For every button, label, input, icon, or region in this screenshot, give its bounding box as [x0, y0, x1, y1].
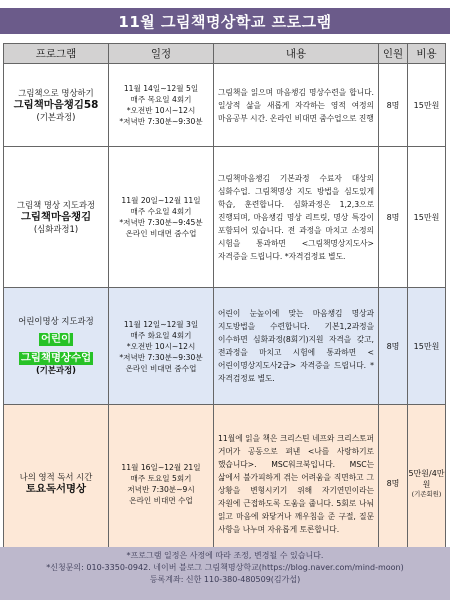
table-row	[4, 147, 446, 288]
schedule-line: 온라인 비대면 수업	[129, 495, 193, 505]
header-schedule: 일정	[109, 44, 214, 64]
schedule-line: 11월 12일~12월 3일	[123, 319, 199, 329]
program-name: 토요독서명상	[25, 482, 87, 495]
page-title: 11월 그림책명상학교 프로그램	[0, 8, 450, 34]
content-cell: 그림책마음챙김 기본과정 수료자 대상의 심화수업. 그림책명상 지도 방법을 심도있게 학습, 훈련합니다. 심화과정은 1,2,3으로 진행되며, 마음챙김 명상 리트릿, 명상 특강이 포함되어 있습니다. 전 과정을 마치고 소정의 시험을 통과하면 <그림책명상지도사>자격증을 드립니다. *자격검정료 별도.	[214, 147, 379, 288]
schedule-line: 매주 수요일 4회기	[130, 207, 192, 216]
schedule-line: 11월 16일~12월 21일	[121, 462, 201, 472]
schedule-line: *저녁반 7:30분~9:30분	[119, 352, 203, 362]
header-content: 내용	[214, 44, 379, 64]
table-header-row	[4, 44, 446, 64]
program-name: 그림책마음챙김58	[13, 98, 99, 111]
program-cell	[4, 64, 109, 147]
fee-cell	[408, 147, 446, 288]
content-cell: 어린이 눈높이에 맞는 마음챙김 명상과 지도방법을 수련합니다. 기본1,2과정을 이수하면 심화과정(8회기)지원 자격을 갖고, 전과정을 마치고 시험에 통과하면 <어린이명상지도사2급> 자격증을 드립니다. *자격검정료 별도.	[214, 288, 379, 405]
program-name: 그림책마음챙김	[20, 210, 92, 223]
fee-note: (기존회원)	[411, 490, 442, 498]
content-cell: 그림책을 읽으며 마음챙김 명상수련을 합니다. 일상적 삶을 새롭게 자각하는 영적 여정의 마음공부 시간. 온라인 비대면 줌수업으로 진행	[214, 64, 379, 147]
program-level: (기본과정)	[36, 111, 76, 122]
schedule-line: 매주 목요일 4회기	[130, 95, 192, 104]
schedule-line: 11월 20일~12월 11일	[121, 196, 201, 205]
people-cell: 8명	[379, 288, 408, 405]
schedule-line: 온라인 비대면 줌수업	[125, 363, 197, 373]
fee-cell	[408, 288, 446, 405]
header-people: 인원	[379, 44, 408, 64]
footer-account: 등록계좌: 신한 110-380-480509(김가섭)	[149, 575, 301, 584]
people-cell: 8명	[379, 147, 408, 288]
fee-amount: 5만원/4만원	[408, 469, 445, 489]
program-category: 어린이명상 지도과정	[18, 316, 94, 326]
program-cell	[4, 147, 109, 288]
program-name-highlight: 그림책명상수업	[20, 352, 92, 364]
schedule-cell	[109, 64, 214, 147]
schedule-cell	[109, 147, 214, 288]
program-category: 그림책 명상 지도과정	[16, 199, 96, 210]
schedule-line: 매주 토요일 5회기	[130, 473, 192, 483]
header-fee: 비용	[408, 44, 446, 64]
footer-info	[0, 547, 450, 600]
people-cell: 8명	[379, 64, 408, 147]
schedule-line: *오전반 10시~12시	[126, 341, 196, 351]
program-cell	[4, 288, 109, 405]
schedule-line: 저녁반 7:30분~9시	[127, 484, 195, 494]
schedule-line: 매주 화요일 4회기	[130, 330, 192, 340]
table-row	[4, 64, 446, 147]
program-name-highlight: 어린이	[40, 333, 72, 345]
program-category: 나의 영적 독서 시간	[19, 471, 93, 482]
program-category: 그림책으로 명상하기	[18, 87, 94, 98]
table-row	[4, 288, 446, 405]
program-cell	[4, 405, 109, 563]
header-program: 프로그램	[4, 44, 109, 64]
program-level: (기본과정)	[35, 365, 77, 375]
content-cell: 11월에 읽을 책은 크리스틴 네프와 크리스토퍼 거머가 공동으로 펴낸 <나를 사랑하기로 했습니다>. MSC워크북입니다. MSC는 삶에서 불가피하게 겪는 어려움을 직면하고 그 상황을 변형시키기 위해 자기연민이라는 자원에 근접하도록 도움을 줍니다. 5회로 나눠 읽고 마음에 와닿거나 깨우침을 준 구절, 질문 사항을 나누며 자유롭게 토론합니다.	[214, 405, 379, 563]
program-table	[3, 43, 446, 563]
schedule-line: 온라인 비대면 줌수업	[125, 229, 197, 238]
schedule-line: *저녁반 7:30분~9:30분	[119, 117, 203, 126]
fee-amount: 15만원	[413, 212, 440, 222]
table-row	[4, 405, 446, 563]
program-level: (심화과정1)	[33, 223, 79, 234]
schedule-line: *저녁반 7:30분~9:45분	[119, 218, 203, 227]
fee-amount: 15만원	[413, 341, 440, 351]
fee-cell	[408, 64, 446, 147]
schedule-line: *오전반 10시~12시	[126, 106, 196, 115]
schedule-cell	[109, 288, 214, 405]
footer-notice: *프로그램 일정은 사정에 따라 조정, 변경될 수 있습니다.	[126, 551, 324, 560]
schedule-line: 11월 14일~12월 5일	[123, 84, 199, 93]
fee-cell	[408, 405, 446, 563]
people-cell: 8명	[379, 405, 408, 563]
schedule-cell	[109, 405, 214, 563]
footer-contact: *신청문의: 010-3350-0942. 네이버 블로그 그림책명상학교(https://blog.naver.com/mind-moon)	[46, 563, 404, 572]
fee-amount: 15만원	[413, 100, 440, 110]
